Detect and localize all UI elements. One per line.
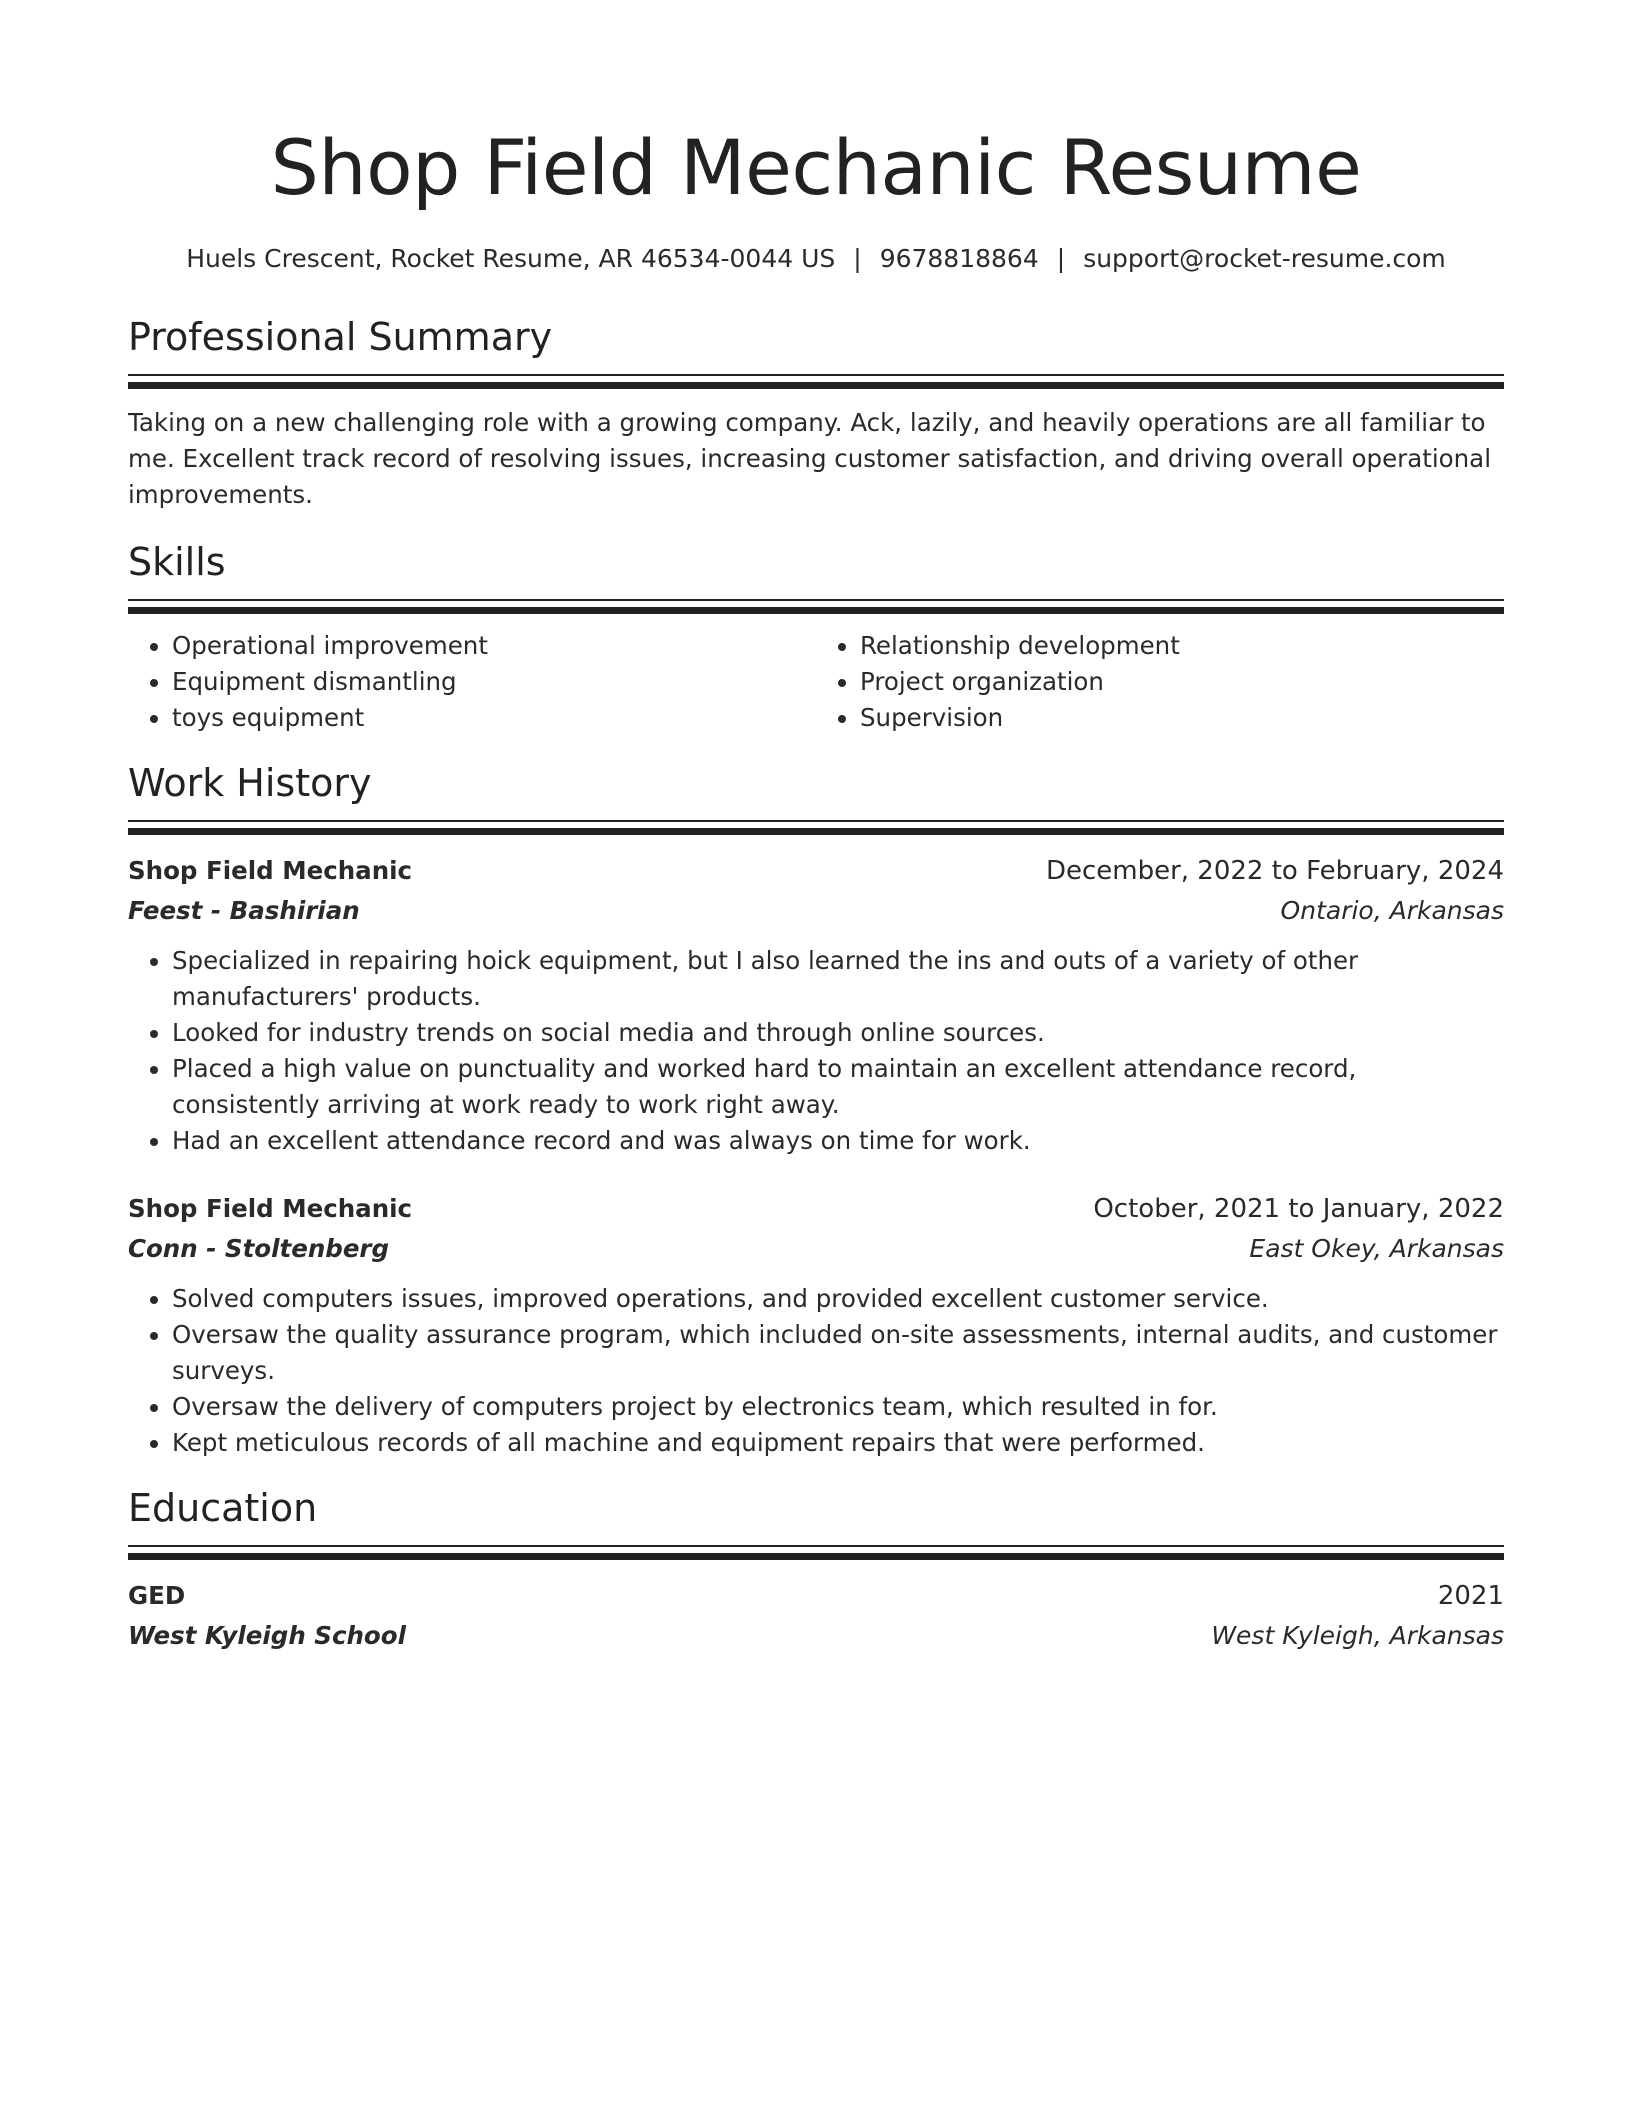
section-rule-thin [128, 599, 1504, 601]
job-bullet: • Looked for industry trends on social media and through online sources. [172, 1015, 1504, 1051]
summary-heading: Professional Summary [128, 315, 553, 359]
contact-address: Huels Crescent, Rocket Resume, AR 46534-0044 US [186, 244, 836, 273]
section-rule-thin [128, 374, 1504, 376]
section-rule-thick [128, 828, 1504, 835]
education-school: West Kyleigh School [128, 1621, 406, 1650]
skills-list-left [128, 628, 816, 736]
summary-text: Taking on a new challenging role with a growing company. Ack, lazily, and heavily operations are all familiar to me. Excellent track record of resolving issues, increasing customer satisfaction, and driving overall operational improvements. [128, 408, 1492, 509]
job-company-row [128, 889, 1504, 929]
work-section [128, 758, 1504, 1461]
job-location: Ontario, Arkansas [1280, 896, 1504, 925]
education-heading: Education [128, 1486, 318, 1530]
skills-columns [128, 628, 1504, 736]
section-rule-thick [128, 1553, 1504, 1560]
job-bullet: • Had an excellent attendance record and was always on time for work. [172, 1123, 1504, 1159]
job-bullet: • Kept meticulous records of all machine and equipment repairs that were performed. [172, 1425, 1504, 1461]
contact-separator: | [853, 244, 862, 273]
job-bullet: • Specialized in repairing hoick equipment, but I also learned the ins and outs of a variety of other manufacturers' products. [172, 943, 1504, 1015]
job-bullet: • Placed a high value on punctuality and worked hard to maintain an excellent attendance record, consistently arriving at work ready to work right away. [172, 1051, 1504, 1123]
education-year: 2021 [1437, 1581, 1504, 1611]
job-title: Shop Field Mechanic [128, 1194, 413, 1223]
job-header-row [128, 1191, 1504, 1227]
section-rule-thick [128, 607, 1504, 614]
resume-title: Shop Field Mechanic Resume [270, 123, 1362, 212]
education-location: West Kyleigh, Arkansas [1211, 1621, 1504, 1650]
contact-line [128, 242, 1504, 276]
section-rule-thick [128, 382, 1504, 389]
section-rule-thin [128, 820, 1504, 822]
summary-section [128, 312, 1504, 513]
job-dates: December, 2022 to February, 2024 [1045, 856, 1504, 886]
job-dates: October, 2021 to January, 2022 [1093, 1194, 1504, 1224]
education-school-row [128, 1614, 1504, 1654]
job-bullet: • Oversaw the delivery of computers project by electronics team, which resulted in for. [172, 1389, 1504, 1425]
job-bullets [128, 1281, 1504, 1461]
education-section [128, 1483, 1504, 1654]
job-location: East Okey, Arkansas [1249, 1234, 1504, 1263]
skills-heading: Skills [128, 540, 226, 584]
job-title: Shop Field Mechanic [128, 856, 413, 885]
skill-item: • Project organization [860, 664, 1504, 700]
job-company: Conn - Stoltenberg [128, 1234, 390, 1263]
section-rule-thin [128, 1545, 1504, 1547]
contact-email: support@rocket-resume.com [1083, 244, 1446, 273]
job-bullet: • Solved computers issues, improved operations, and provided excellent customer service. [172, 1281, 1504, 1317]
contact-separator: | [1056, 244, 1066, 273]
skill-item: • Operational improvement [172, 628, 816, 664]
job-entry [128, 1191, 1504, 1461]
skills-section [128, 537, 1504, 736]
job-bullet: • Oversaw the quality assurance program, which included on-site assessments, internal audits, and customer surveys. [172, 1317, 1504, 1389]
skills-list-right [816, 628, 1504, 736]
skill-item: • Equipment dismantling [172, 664, 816, 700]
job-company: Feest - Bashirian [128, 896, 360, 925]
job-header-row [128, 853, 1504, 889]
job-entry [128, 853, 1504, 1159]
education-entry [128, 1578, 1504, 1654]
education-degree: GED [128, 1581, 186, 1610]
skill-item: • toys equipment [172, 700, 816, 736]
education-header-row [128, 1578, 1504, 1614]
contact-phone: 9678818864 [879, 244, 1039, 273]
work-heading: Work History [128, 761, 372, 805]
skill-item: • Supervision [860, 700, 1504, 736]
job-bullets [128, 943, 1504, 1159]
job-company-row [128, 1227, 1504, 1267]
skill-item: • Relationship development [860, 628, 1504, 664]
